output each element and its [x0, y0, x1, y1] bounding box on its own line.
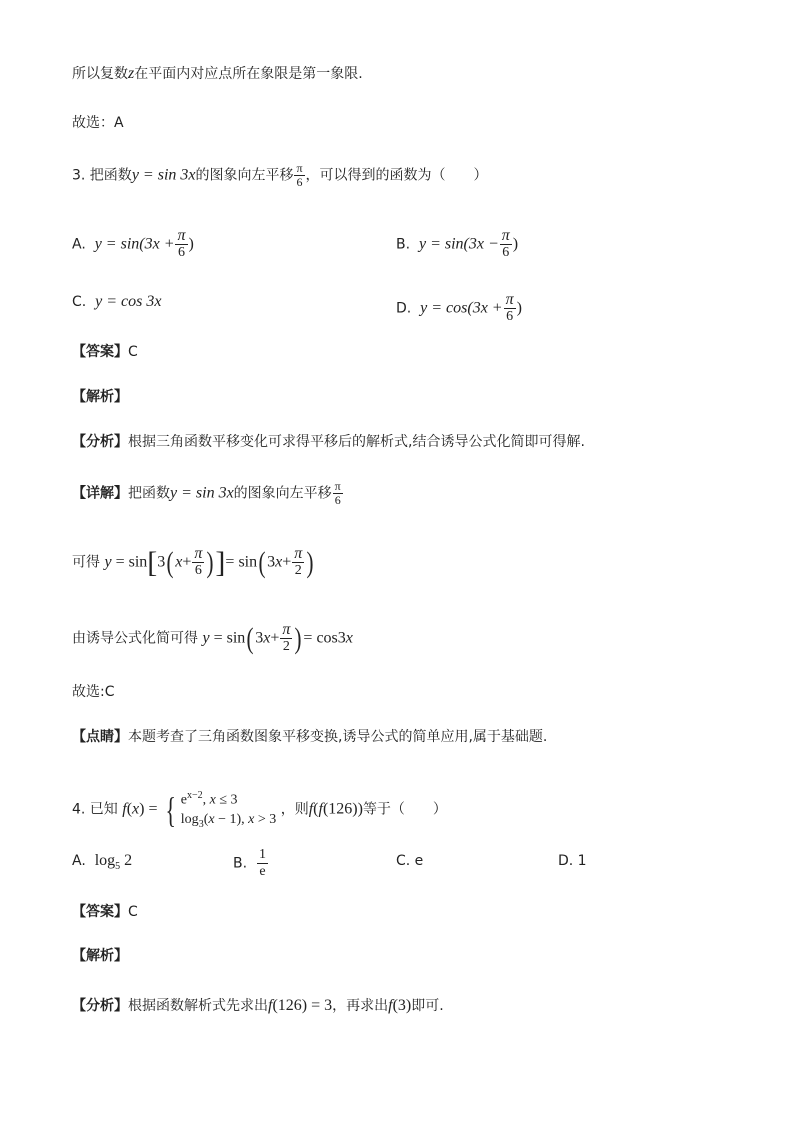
choose-a: 故选：A [72, 115, 124, 131]
q3-option-b: B. y = sin(3x − $\frac{\pi}{6}$ ) [396, 227, 519, 260]
q4-jiexi: 【解析】 [72, 948, 128, 964]
q3-step2: 由诱导公式化简可得 y = sin(3x+ $\frac{\pi}{2}$ )= cos3x [72, 621, 353, 655]
q4-option-c: C. e [396, 853, 424, 869]
q3-answer: 【答案】C [72, 344, 138, 360]
q4-option-d: D. 1 [558, 853, 587, 869]
q3-choose: 故选:C [72, 684, 115, 700]
q3-fenxi: 【分析】根据三角函数平移变化可求得平移后的解析式,结合诱导公式化简即可得解. [72, 434, 585, 450]
q3-jiexi: 【解析】 [72, 389, 128, 405]
q3-option-a: A. y = sin(3x + $\frac{\pi}{6}$ ) [72, 227, 194, 260]
q4-fenxi: 【分析】根据函数解析式先求出f(126) = 3，再求出f(3)即可. [72, 997, 444, 1014]
fraction: $\frac{\pi}{6}$ [296, 161, 303, 189]
q4-option-b: B. $\frac{1}{e}$ [233, 847, 266, 879]
q3-option-d: D. y = cos(3x + $\frac{\pi}{6}$ ) [396, 291, 522, 324]
q3-stem: 3. 把函数y = sin 3x的图象向左平移 $\frac{\pi}{6}$ ，可以得到的函数为（ ） [72, 161, 488, 189]
var-z: z [128, 65, 135, 82]
q4-stem: 4. 已知 f(x) = { $e^{x-2}$, x ≤ 3 $\log_3(x - 1)$, x > 3 ，则f(f(126))等于（ ） [72, 786, 447, 833]
piecewise-function: { $e^{x-2}$, x ≤ 3 $\log_3(x - 1)$, x > 3 [164, 789, 277, 830]
intro-line: 所以复数z在平面内对应点所在象限是第一象限. [72, 65, 363, 82]
q4-answer: 【答案】C [72, 904, 138, 920]
q4-option-a: A. $\log_5 2$ [72, 852, 133, 873]
q3-option-c: C. y = cos 3x [72, 293, 162, 310]
q3-xiangjie: 【详解】把函数y = sin 3x的图象向左平移 $\frac{\pi}{6}$ [72, 479, 341, 507]
q3-step1: 可得 y = sin[3(x+ $\frac{\pi}{6}$ )]= sin(3x+ $\frac{\pi}{2}$ ) [72, 545, 314, 579]
q3-dianjing: 【点睛】本题考查了三角函数图象平移变换,诱导公式的简单应用,属于基础题. [72, 729, 548, 745]
